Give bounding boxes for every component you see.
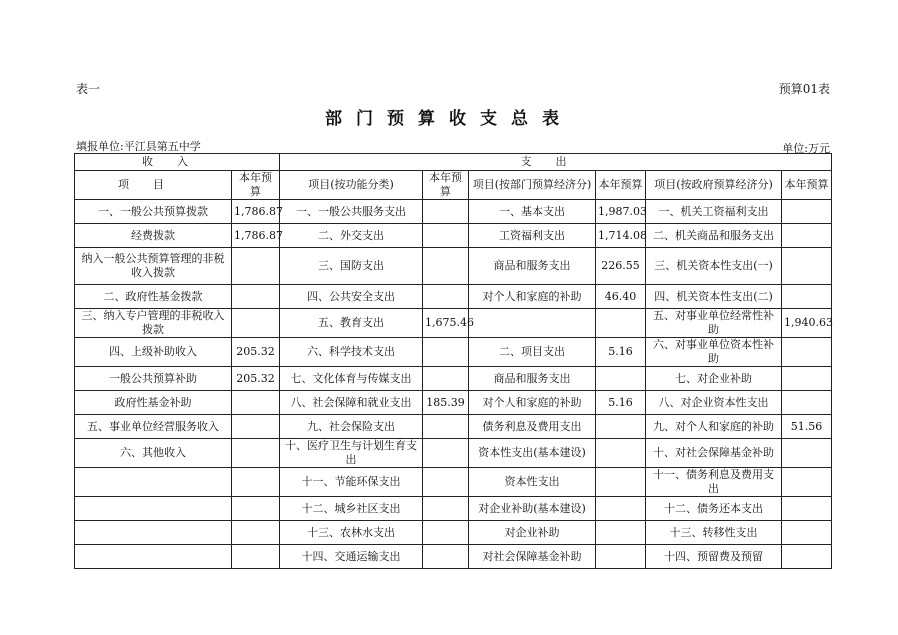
function-amount bbox=[423, 367, 469, 391]
function-amount: 185.39 bbox=[423, 391, 469, 415]
income-item: 纳入一般公共预算管理的非税收入拨款 bbox=[75, 248, 232, 285]
income-header: 收入 bbox=[75, 154, 280, 171]
function-item: 六、科学技术支出 bbox=[280, 338, 423, 367]
dept-item: 商品和服务支出 bbox=[469, 248, 596, 285]
income-item bbox=[75, 497, 232, 521]
function-amount: 1,675.46 bbox=[423, 309, 469, 338]
gov-amount bbox=[782, 285, 832, 309]
dept-amount bbox=[596, 468, 646, 497]
table-row bbox=[75, 338, 832, 367]
dept-amount bbox=[596, 497, 646, 521]
income-amount bbox=[232, 521, 280, 545]
gov-amount bbox=[782, 521, 832, 545]
dept-amount bbox=[596, 439, 646, 468]
gov-amount bbox=[782, 545, 832, 569]
table-row bbox=[75, 521, 832, 545]
table-row bbox=[75, 367, 832, 391]
function-item: 七、文化体育与传媒支出 bbox=[280, 367, 423, 391]
dept-amount bbox=[596, 309, 646, 338]
gov-item: 十一、债务利息及费用支出 bbox=[646, 468, 782, 497]
gov-item: 八、对企业资本性支出 bbox=[646, 391, 782, 415]
income-amount bbox=[232, 285, 280, 309]
dept-item: 二、项目支出 bbox=[469, 338, 596, 367]
dept-amount: 1,714.08 bbox=[596, 224, 646, 248]
gov-item: 三、机关资本性支出(一) bbox=[646, 248, 782, 285]
dept-amount bbox=[596, 545, 646, 569]
income-item: 五、事业单位经营服务收入 bbox=[75, 415, 232, 439]
function-amount bbox=[423, 200, 469, 224]
dept-amount bbox=[596, 521, 646, 545]
form-code: 预算01表 bbox=[778, 82, 830, 96]
dept-amount bbox=[596, 367, 646, 391]
table-row bbox=[75, 391, 832, 415]
column-header-row bbox=[75, 171, 832, 200]
dept-item-header: 项目(按部门预算经济分) bbox=[469, 171, 596, 200]
dept-item: 工资福利支出 bbox=[469, 224, 596, 248]
table-row bbox=[75, 200, 832, 224]
dept-item: 对个人和家庭的补助 bbox=[469, 285, 596, 309]
dept-item: 资本性支出 bbox=[469, 468, 596, 497]
dept-item: 商品和服务支出 bbox=[469, 367, 596, 391]
dept-budget-header: 本年预算 bbox=[596, 171, 646, 200]
function-item: 十三、农林水支出 bbox=[280, 521, 423, 545]
function-item: 三、国防支出 bbox=[280, 248, 423, 285]
table-row bbox=[75, 545, 832, 569]
table-label: 表一 bbox=[76, 82, 101, 96]
budget-table bbox=[74, 153, 832, 569]
function-item: 一、一般公共服务支出 bbox=[280, 200, 423, 224]
gov-item: 六、对事业单位资本性补助 bbox=[646, 338, 782, 367]
gov-amount bbox=[782, 468, 832, 497]
income-item bbox=[75, 545, 232, 569]
income-amount: 205.32 bbox=[232, 367, 280, 391]
table-body bbox=[75, 200, 832, 569]
function-amount bbox=[423, 224, 469, 248]
function-amount bbox=[423, 468, 469, 497]
expenditure-header: 支出 bbox=[280, 154, 832, 171]
gov-item: 十四、预留费及预留 bbox=[646, 545, 782, 569]
gov-budget-header: 本年预算 bbox=[782, 171, 832, 200]
dept-item bbox=[469, 309, 596, 338]
gov-amount bbox=[782, 391, 832, 415]
gov-amount bbox=[782, 248, 832, 285]
function-amount bbox=[423, 497, 469, 521]
income-amount bbox=[232, 468, 280, 497]
dept-item: 一、基本支出 bbox=[469, 200, 596, 224]
income-item: 二、政府性基金拨款 bbox=[75, 285, 232, 309]
function-amount bbox=[423, 285, 469, 309]
dept-item: 对社会保障基金补助 bbox=[469, 545, 596, 569]
function-budget-header: 本年预算 bbox=[423, 171, 469, 200]
function-item: 五、教育支出 bbox=[280, 309, 423, 338]
gov-amount bbox=[782, 367, 832, 391]
dept-item: 对企业补助 bbox=[469, 521, 596, 545]
gov-amount: 51.56 bbox=[782, 415, 832, 439]
income-item: 四、上级补助收入 bbox=[75, 338, 232, 367]
income-item: 六、其他收入 bbox=[75, 439, 232, 468]
function-item: 十一、节能环保支出 bbox=[280, 468, 423, 497]
gov-amount: 1,940.63 bbox=[782, 309, 832, 338]
income-amount bbox=[232, 248, 280, 285]
gov-amount bbox=[782, 338, 832, 367]
dept-amount: 46.40 bbox=[596, 285, 646, 309]
income-amount bbox=[232, 439, 280, 468]
function-item: 十二、城乡社区支出 bbox=[280, 497, 423, 521]
income-amount bbox=[232, 545, 280, 569]
gov-amount bbox=[782, 224, 832, 248]
dept-item: 债务利息及费用支出 bbox=[469, 415, 596, 439]
dept-amount: 226.55 bbox=[596, 248, 646, 285]
dept-item: 对企业补助(基本建设) bbox=[469, 497, 596, 521]
income-item bbox=[75, 468, 232, 497]
gov-item: 十二、债务还本支出 bbox=[646, 497, 782, 521]
gov-item: 十三、转移性支出 bbox=[646, 521, 782, 545]
income-amount bbox=[232, 497, 280, 521]
dept-amount: 5.16 bbox=[596, 391, 646, 415]
dept-item: 对个人和家庭的补助 bbox=[469, 391, 596, 415]
function-item: 八、社会保障和就业支出 bbox=[280, 391, 423, 415]
income-amount bbox=[232, 415, 280, 439]
function-item: 四、公共安全支出 bbox=[280, 285, 423, 309]
income-amount bbox=[232, 309, 280, 338]
income-item: 一般公共预算补助 bbox=[75, 367, 232, 391]
dept-amount: 1,987.03 bbox=[596, 200, 646, 224]
income-item: 政府性基金补助 bbox=[75, 391, 232, 415]
income-item: 经费拨款 bbox=[75, 224, 232, 248]
income-budget-header: 本年预算 bbox=[232, 171, 280, 200]
table-row bbox=[75, 248, 832, 285]
income-amount: 205.32 bbox=[232, 338, 280, 367]
function-amount bbox=[423, 545, 469, 569]
gov-item: 五、对事业单位经常性补助 bbox=[646, 309, 782, 338]
table-row bbox=[75, 285, 832, 309]
gov-item: 一、机关工资福利支出 bbox=[646, 200, 782, 224]
function-item: 十四、交通运输支出 bbox=[280, 545, 423, 569]
function-item: 十、医疗卫生与计划生育支出 bbox=[280, 439, 423, 468]
page-title: 部门预算收支总表 bbox=[325, 109, 573, 129]
dept-amount bbox=[596, 415, 646, 439]
table-row bbox=[75, 439, 832, 468]
function-amount bbox=[423, 338, 469, 367]
function-amount bbox=[423, 521, 469, 545]
table-row bbox=[75, 224, 832, 248]
gov-item: 二、机关商品和服务支出 bbox=[646, 224, 782, 248]
gov-item: 四、机关资本性支出(二) bbox=[646, 285, 782, 309]
income-amount: 1,786.87 bbox=[232, 200, 280, 224]
function-amount bbox=[423, 248, 469, 285]
function-amount bbox=[423, 439, 469, 468]
gov-item: 九、对个人和家庭的补助 bbox=[646, 415, 782, 439]
gov-amount bbox=[782, 200, 832, 224]
function-item: 二、外交支出 bbox=[280, 224, 423, 248]
function-amount bbox=[423, 415, 469, 439]
gov-amount bbox=[782, 439, 832, 468]
function-item-header: 项目(按功能分类) bbox=[280, 171, 423, 200]
income-item bbox=[75, 521, 232, 545]
gov-item-header: 项目(按政府预算经济分) bbox=[646, 171, 782, 200]
income-amount: 1,786.87 bbox=[232, 224, 280, 248]
table-row bbox=[75, 309, 832, 338]
income-item: 一、一般公共预算拨款 bbox=[75, 200, 232, 224]
table-row bbox=[75, 415, 832, 439]
function-item: 九、社会保险支出 bbox=[280, 415, 423, 439]
dept-item: 资本性支出(基本建设) bbox=[469, 439, 596, 468]
gov-item: 十、对社会保障基金补助 bbox=[646, 439, 782, 468]
filing-unit: 填报单位:平江县第五中学 bbox=[76, 140, 201, 153]
currency-unit: 单位:万元 bbox=[782, 142, 830, 155]
dept-amount: 5.16 bbox=[596, 338, 646, 367]
table-row bbox=[75, 497, 832, 521]
gov-amount bbox=[782, 497, 832, 521]
table-row bbox=[75, 468, 832, 497]
gov-item: 七、对企业补助 bbox=[646, 367, 782, 391]
section-header-row bbox=[75, 154, 832, 171]
income-item-header: 项目 bbox=[75, 171, 232, 200]
income-item: 三、纳入专户管理的非税收入拨款 bbox=[75, 309, 232, 338]
income-amount bbox=[232, 391, 280, 415]
